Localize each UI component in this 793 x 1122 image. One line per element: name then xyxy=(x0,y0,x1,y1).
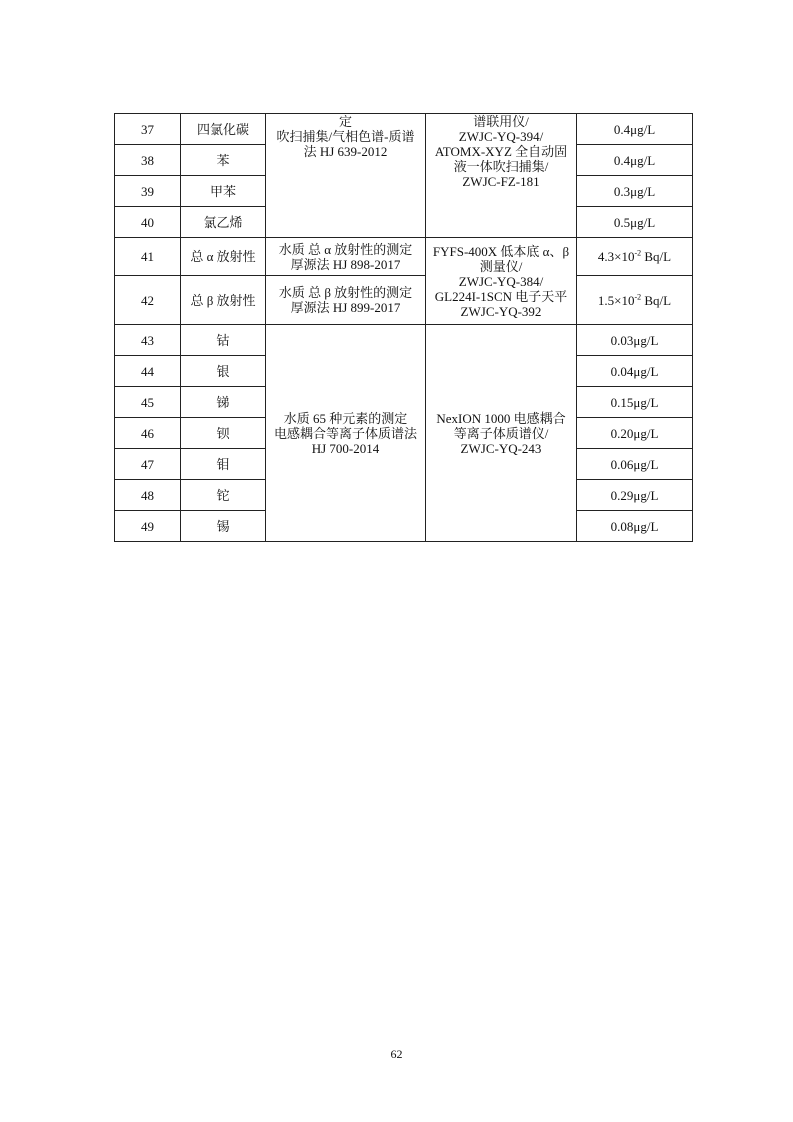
test-item: 锑 xyxy=(181,387,266,418)
row-number: 47 xyxy=(115,449,181,480)
detection-limit: 0.08μg/L xyxy=(577,511,693,542)
detection-limit: 0.5μg/L xyxy=(577,207,693,238)
row-number: 39 xyxy=(115,176,181,207)
monitoring-methods-table xyxy=(114,113,693,542)
test-item: 总 β 放射性 xyxy=(181,276,266,325)
test-method: 水质 65 种元素的测定 电感耦合等离子体质谱法 HJ 700-2014 xyxy=(266,325,426,542)
detection-limit: 0.15μg/L xyxy=(577,387,693,418)
detection-limit: 0.06μg/L xyxy=(577,449,693,480)
test-equipment: 谱联用仪/ ZWJC-YQ-394/ ATOMX-XYZ 全自动固 液一体吹扫捕集/ ZWJC-FZ-181 xyxy=(426,114,577,238)
page-number: 62 xyxy=(390,1047,403,1061)
table-row xyxy=(115,114,693,145)
detection-limit: 0.03μg/L xyxy=(577,325,693,356)
limit-exponent: -2 xyxy=(634,292,642,302)
test-item: 总 α 放射性 xyxy=(181,238,266,276)
test-item: 钴 xyxy=(181,325,266,356)
detection-limit: 0.29μg/L xyxy=(577,480,693,511)
table-row xyxy=(115,325,693,356)
row-number: 41 xyxy=(115,238,181,276)
test-item: 钼 xyxy=(181,449,266,480)
test-equipment: NexION 1000 电感耦合 等离子体质谱仪/ ZWJC-YQ-243 xyxy=(426,325,577,542)
limit-unit: Bq/L xyxy=(641,249,672,264)
detection-limit: 0.3μg/L xyxy=(577,176,693,207)
detection-limit xyxy=(577,276,693,325)
detection-limit: 0.20μg/L xyxy=(577,418,693,449)
table-row xyxy=(115,276,693,325)
test-item: 氯乙烯 xyxy=(181,207,266,238)
test-method: 水质 总 β 放射性的测定 厚源法 HJ 899-2017 xyxy=(266,276,426,325)
test-item: 甲苯 xyxy=(181,176,266,207)
test-method: 水质 总 α 放射性的测定 厚源法 HJ 898-2017 xyxy=(266,238,426,276)
row-number: 48 xyxy=(115,480,181,511)
limit-unit: Bq/L xyxy=(641,292,672,308)
row-number: 38 xyxy=(115,145,181,176)
limit-base: 4.3×10 xyxy=(597,249,635,264)
test-item: 锡 xyxy=(181,511,266,542)
table-row xyxy=(115,238,693,276)
row-number: 45 xyxy=(115,387,181,418)
test-equipment: FYFS-400X 低本底 α、β 测量仪/ ZWJC-YQ-384/ GL224I-1SCN 电子天平 ZWJC-YQ-392 xyxy=(426,238,577,325)
row-number: 43 xyxy=(115,325,181,356)
row-number: 42 xyxy=(115,276,181,325)
row-number: 44 xyxy=(115,356,181,387)
detection-limit xyxy=(577,238,693,276)
detection-limit: 0.4μg/L xyxy=(577,114,693,145)
test-method: 定 吹扫捕集/气相色谱-质谱 法 HJ 639-2012 xyxy=(266,114,426,238)
test-item: 苯 xyxy=(181,145,266,176)
test-item: 铊 xyxy=(181,480,266,511)
test-item: 四氯化碳 xyxy=(181,114,266,145)
limit-base: 1.5×10 xyxy=(597,292,635,308)
row-number: 49 xyxy=(115,511,181,542)
detection-limit: 0.4μg/L xyxy=(577,145,693,176)
test-item: 钡 xyxy=(181,418,266,449)
row-number: 37 xyxy=(115,114,181,145)
limit-exponent: -2 xyxy=(634,248,642,258)
row-number: 46 xyxy=(115,418,181,449)
row-number: 40 xyxy=(115,207,181,238)
test-item: 银 xyxy=(181,356,266,387)
detection-limit: 0.04μg/L xyxy=(577,356,693,387)
